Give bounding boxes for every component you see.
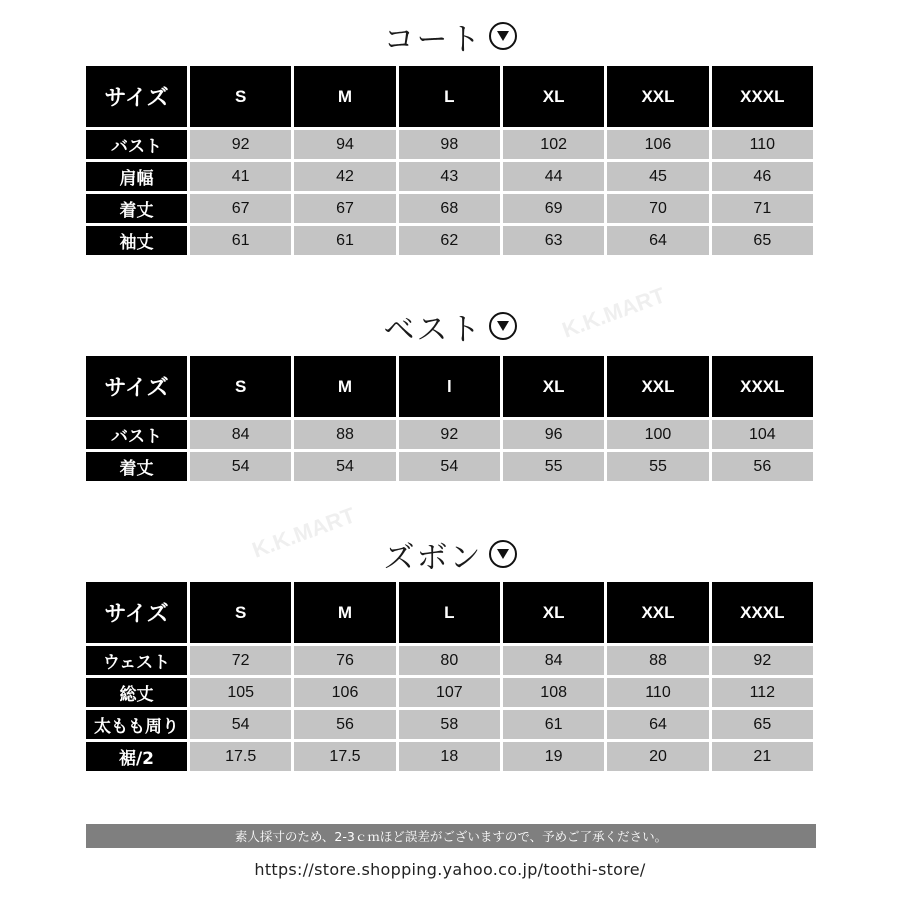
size-header-cell: L [399,66,503,130]
row-label: 総丈 [86,678,190,710]
notice-bar [86,824,816,848]
measurement-cell: 68 [399,194,503,226]
table-row [86,742,816,774]
table-header-row [86,582,816,646]
measurement-cell: 98 [399,130,503,162]
size-corner-label: サイズ [86,66,190,130]
measurement-cell: 92 [399,420,503,452]
measurement-cell: 17.5 [190,742,294,774]
measurement-cell: 20 [607,742,711,774]
watermark: K.K.MART [558,282,669,343]
section-title-coat [0,16,900,56]
measurement-cell: 64 [607,226,711,258]
measurement-cell: 61 [294,226,398,258]
size-table-vest [86,356,816,484]
measurement-cell: 106 [294,678,398,710]
size-table-coat [86,66,816,258]
table-header-row [86,356,816,420]
measurement-cell: 71 [712,194,816,226]
measurement-cell: 100 [607,420,711,452]
measurement-cell: 105 [190,678,294,710]
size-header-cell: XL [503,66,607,130]
measurement-cell: 46 [712,162,816,194]
measurement-cell: 54 [190,452,294,484]
size-header-cell: S [190,66,294,130]
watermark: K.K.MART [248,502,359,563]
measurement-cell: 62 [399,226,503,258]
table-row [86,226,816,258]
measurement-cell: 80 [399,646,503,678]
table-row [86,678,816,710]
size-corner-label: サイズ [86,356,190,420]
measurement-cell: 67 [190,194,294,226]
measurement-cell: 67 [294,194,398,226]
row-label: 肩幅 [86,162,190,194]
measurement-cell: 108 [503,678,607,710]
size-header-cell: XXL [607,66,711,130]
row-label: バスト [86,130,190,162]
measurement-cell: 94 [294,130,398,162]
measurement-cell: 54 [294,452,398,484]
measurement-cell: 19 [503,742,607,774]
measurement-cell: 69 [503,194,607,226]
row-label: 袖丈 [86,226,190,258]
measurement-cell: 54 [399,452,503,484]
measurement-cell: 17.5 [294,742,398,774]
section-title-vest [0,306,900,346]
measurement-cell: 72 [190,646,294,678]
section-title-text: ベスト [383,311,483,348]
size-header-cell: L [399,582,503,646]
size-header-cell: XL [503,582,607,646]
measurement-cell: 84 [503,646,607,678]
measurement-cell: 45 [607,162,711,194]
size-header-cell: XL [503,356,607,420]
measurement-cell: 76 [294,646,398,678]
measurement-cell: 107 [399,678,503,710]
measurement-cell: 21 [712,742,816,774]
size-header-cell: M [294,356,398,420]
table-row [86,194,816,226]
measurement-cell: 88 [607,646,711,678]
size-header-cell: M [294,582,398,646]
measurement-cell: 42 [294,162,398,194]
measurement-cell: 92 [712,646,816,678]
measurement-cell: 18 [399,742,503,774]
measurement-cell: 88 [294,420,398,452]
size-header-cell: S [190,582,294,646]
measurement-cell: 55 [503,452,607,484]
size-header-cell: XXL [607,582,711,646]
row-label: バスト [86,420,190,452]
size-corner-label: サイズ [86,582,190,646]
size-header-cell: XXXL [712,582,816,646]
table-row [86,646,816,678]
measurement-cell: 96 [503,420,607,452]
size-header-cell: XXXL [712,66,816,130]
circled-down-triangle-icon [489,540,517,568]
circled-down-triangle-icon [489,22,517,50]
size-header-cell: S [190,356,294,420]
row-label: 着丈 [86,194,190,226]
store-url: https://store.shopping.yahoo.co.jp/toothi-store/ [254,860,646,879]
measurement-cell: 104 [712,420,816,452]
table-row [86,130,816,162]
row-label: ウェスト [86,646,190,678]
measurement-cell: 110 [712,130,816,162]
row-label: 太もも周り [86,710,190,742]
table-row [86,420,816,452]
measurement-cell: 65 [712,710,816,742]
size-header-cell: M [294,66,398,130]
row-label: 着丈 [86,452,190,484]
measurement-cell: 106 [607,130,711,162]
size-header-cell: XXXL [712,356,816,420]
measurement-cell: 102 [503,130,607,162]
measurement-cell: 92 [190,130,294,162]
circled-down-triangle-icon [489,312,517,340]
measurement-cell: 84 [190,420,294,452]
section-title-pants [0,534,900,574]
table-row [86,710,816,742]
measurement-cell: 63 [503,226,607,258]
measurement-cell: 56 [712,452,816,484]
table-header-row [86,66,816,130]
measurement-cell: 44 [503,162,607,194]
measurement-cell: 61 [190,226,294,258]
size-header-cell: l [399,356,503,420]
table-row [86,452,816,484]
size-header-cell: XXL [607,356,711,420]
measurement-cell: 43 [399,162,503,194]
measurement-cell: 41 [190,162,294,194]
measurement-cell: 58 [399,710,503,742]
measurement-cell: 56 [294,710,398,742]
measurement-cell: 110 [607,678,711,710]
measurement-cell: 64 [607,710,711,742]
measurement-cell: 70 [607,194,711,226]
measurement-cell: 112 [712,678,816,710]
measurement-cell: 61 [503,710,607,742]
measurement-cell: 54 [190,710,294,742]
measurement-cell: 55 [607,452,711,484]
size-table-pants [86,582,816,774]
table-row [86,162,816,194]
notice-text: 素人採寸のため、2-3ｃｍほど誤差がございますので、予めご了承ください。 [234,829,668,844]
measurement-cell: 65 [712,226,816,258]
section-title-text: コート [383,21,483,58]
section-title-text: ズボン [383,539,483,576]
row-label: 裾/2 [86,742,190,774]
